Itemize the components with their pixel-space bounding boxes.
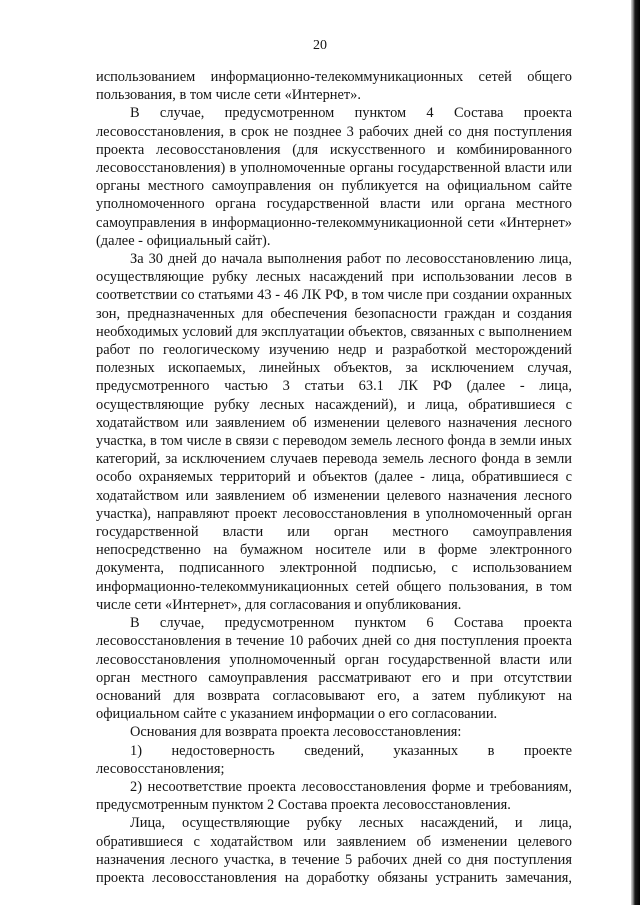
page-number: 20 [313, 38, 327, 53]
paragraph-ground-2: 2) несоответствие проекта лесовосстановления форме и требованиям, предусмотренным пунктом 2 Состава проекта лесовосстановления. [96, 778, 572, 814]
paragraph-grounds-heading: Основания для возврата проекта лесовосстановления: [130, 724, 462, 741]
paragraph-case-item-4: В случае, предусмотренном пунктом 4 Состава проекта лесовосстановления, в срок не позднее 3 рабочих дней со дня поступления проекта лесовосстановления (для искусственного и комбинированного лесовосстановления) в уполномоченные органы государственной власти или органы местного самоуправления он публикуется на официальном сайте уполномоченного органа государственной власти или органа местного самоуправления в информационно-телекоммуникационной сети «Интернет» (далее - официальный сайт). [96, 105, 572, 249]
paragraph-case-item-6: В случае, предусмотренном пунктом 6 Состава проекта лесовосстановления в течение 10 рабочих дней со дня поступления проекта лесовосстановления уполномоченный орган государственной власти или орган местного самоуправления рассматривают его и при отсутствии оснований для возврата согласовывают его, а затем публикуют на официальном сайте с указанием информации о его согласовании. [96, 615, 572, 723]
scan-edge-shadow [631, 0, 640, 905]
paragraph-persons-cut: Лица, осуществляющие рубку лесных насаждений, и лица, обратившиеся с ходатайством или заявлением об изменении целевого назначения лесного участка, в течение 5 рабочих дней со дня поступления проекта лесовосстановления на доработку обязаны устранить замечания, [96, 815, 572, 886]
paragraph-thirty-days: За 30 дней до начала выполнения работ по лесовосстановлению лица, осуществляющие рубку лесных насаждений при использовании лесов в соответствии со статьями 43 - 46 ЛК РФ, в том числе при создании охранных зон, предназначенных для обеспечения безопасности граждан и создания необходимых условий для эксплуатации объектов, связанных с выполнением работ по геологическому изучению недр и разработкой месторождений полезных ископаемых, линейных объектов, за исключением случая, предусмотренного частью 3 статьи 63.1 ЛК РФ (далее - лица, осуществляющие рубку лесных насаждений), и лица, обратившиеся с ходатайством или заявлением об изменении целевого назначения лесного участка, в том числе в связи с переводом земель лесного фонда в земли иных категорий, за исключением случаев перевода земель лесного фонда в земли особо охраняемых территорий и объектов (далее - лица, обратившиеся с ходатайством или заявлением об изменении целевого назначения лесного участка), направляют проект лесовосстановления в уполномоченный орган государственной власти или орган местного самоуправления непосредственно на бумажном носителе или в форме электронного документа, подписанного электронной подписью, с использованием информационно-телекоммуникационных сетей общего пользования, в том числе сети «Интернет», для согласования и опубликования. [96, 251, 572, 613]
paragraph-continuation: использованием информационно-телекоммуникационных сетей общего пользования, в том числе сети «Интернет». [96, 69, 572, 104]
paragraph-ground-1: 1) недостоверность сведений, указанных в проекте лесовосстановления; [96, 742, 572, 777]
body-text [96, 68, 572, 887]
